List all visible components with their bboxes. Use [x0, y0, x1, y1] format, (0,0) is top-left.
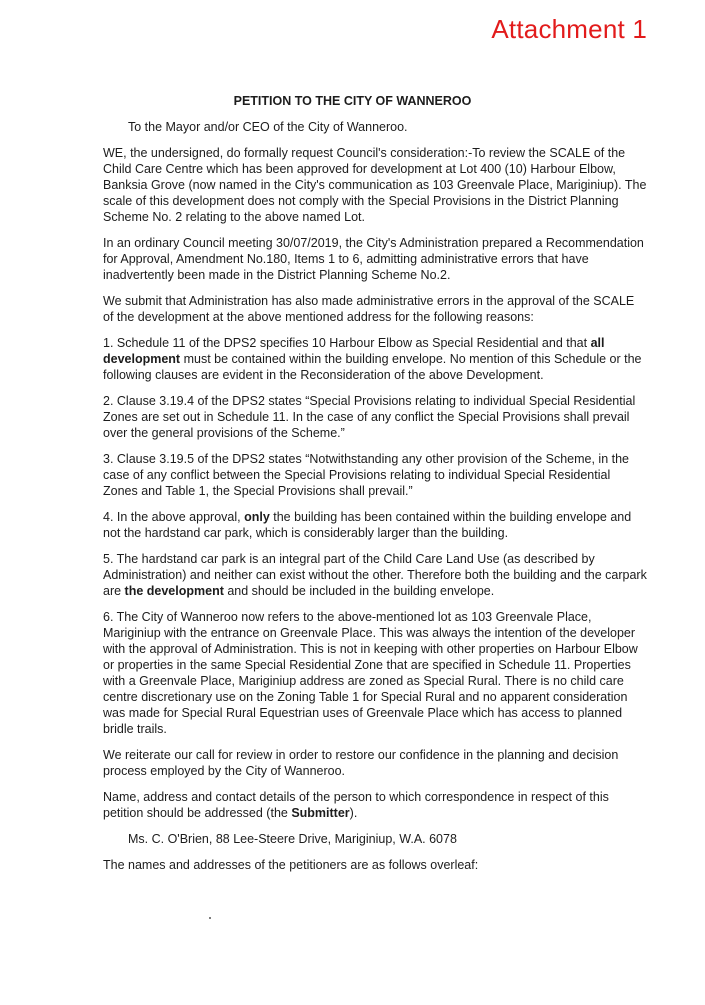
attachment-label: Attachment 1 — [491, 14, 647, 44]
paragraph-submission: We submit that Administration has also made administrative errors in the approval of the SCALE of the development at the above mentioned address for the following reasons: — [103, 294, 635, 324]
reason-item-5: 5. The hardstand car park is an integral part of the Child Care Land Use (as described by Administration) and neither can exist without the other. Therefore both the building and the carpark are the development and should be included in the building envelope. — [103, 552, 647, 598]
page-title: PETITION TO THE CITY OF WANNEROO — [233, 94, 472, 108]
closing-line: The names and addresses of the petitioners are as follows overleaf: — [103, 858, 479, 872]
reason-item-6: 6. The City of Wanneroo now refers to the above-mentioned lot as 103 Greenvale Place, Mariginiup with the entrance on Greenvale Place. This was always the intention of the developer with the approval of Administration. This is not in keeping with other properties on Harbour Elbow or properties in the same Special Residential Zone that are specified in Schedule 11. Properties with a Greenvale Place, Mariginiup address are zoned as Special Rural. There is no child care centre discretionary use on the Zoning Table 1 for Special Rural and no apparent consideration was made for Special Rural Equestrian uses of Greenvale Place which has access to planned bridle trails. — [103, 610, 638, 736]
salutation: To the Mayor and/or CEO of the City of Wanneroo. — [128, 120, 408, 134]
paragraph-submitter-intro: Name, address and contact details of the person to which correspondence in respect of this petition should be addressed (the Submitter). — [103, 790, 609, 820]
paragraph-council-meeting: In an ordinary Council meeting 30/07/2019, the City's Administration prepared a Recommendation for Approval, Amendment No.180, Items 1 to 6, admitting administrative errors that have inadvertently been made in the District Planning Scheme No.2. — [103, 236, 644, 282]
scan-speck — [209, 917, 211, 919]
petition-body — [103, 119, 648, 883]
paragraph-reiterate: We reiterate our call for review in order to restore our confidence in the planning and decision process employed by the City of Wanneroo. — [103, 748, 619, 778]
reason-item-1: 1. Schedule 11 of the DPS2 specifies 10 Harbour Elbow as Special Residential and that all development must be contained within the building envelope. No mention of this Schedule or the following clauses are evident in the Reconsideration of the above Development. — [103, 336, 642, 382]
reason-item-2: 2. Clause 3.19.4 of the DPS2 states “Special Provisions relating to individual Special Residential Zones are set out in Schedule 11. In the case of any conflict the Special Provisions shall prevail over the general provisions of the Scheme.” — [103, 394, 636, 440]
paragraph-request: WE, the undersigned, do formally request Council's consideration:-To review the SCALE of the Child Care Centre which has been approved for development at Lot 400 (10) Harbour Elbow, Banksia Grove (now named in the City's communication as 103 Greenvale Place, Mariginiup). The scale of this development does not comply with the Special Provisions in the District Planning Scheme No. 2 relating to the above named Lot. — [103, 146, 647, 224]
reason-item-3: 3. Clause 3.19.5 of the DPS2 states “Notwithstanding any other provision of the Scheme, in the case of any conflict between the Special Provisions relating to individual Special Residential Zones and Table 1, the Special Provisions shall prevail.” — [103, 452, 629, 498]
submitter-details: Ms. C. O'Brien, 88 Lee-Steere Drive, Mariginiup, W.A. 6078 — [128, 832, 457, 846]
reason-item-4: 4. In the above approval, only the building has been contained within the building envelope and not the hardstand car park, which is considerably larger than the building. — [103, 510, 632, 540]
